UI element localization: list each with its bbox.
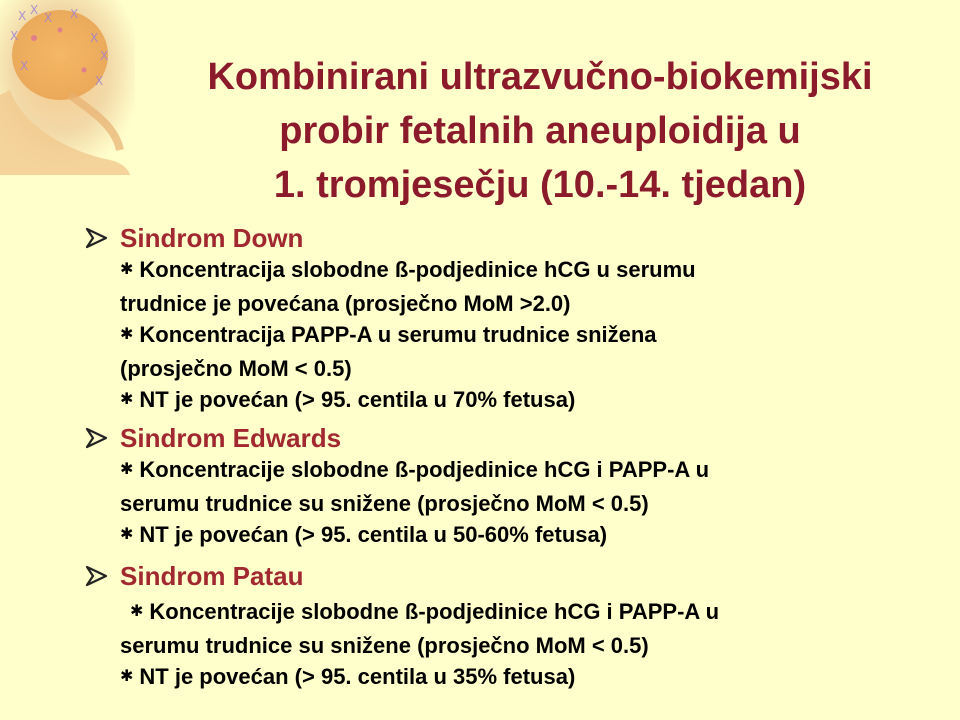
asterisk-bullet-icon: ✱: [130, 603, 144, 620]
list-item-text: NT je povećan (> 95. centila u 50-60% fetusa): [139, 522, 608, 547]
section-heading-row: [84, 560, 944, 592]
asterisk-bullet-icon: ✱: [120, 261, 134, 278]
list-item-continuation: serumu trudnice su snižene (prosječno MoM < 0.5): [120, 491, 649, 516]
arrow-bullet-icon: [84, 426, 110, 450]
asterisk-bullet-icon: ✱: [120, 668, 134, 685]
slide-title: [140, 50, 940, 212]
asterisk-bullet-icon: ✱: [120, 461, 134, 478]
list-item: [120, 661, 944, 695]
fetus-illustration-icon: [0, 0, 135, 175]
arrow-bullet-icon: [84, 226, 110, 250]
bullet-list: [120, 254, 944, 418]
title-line-3: 1. tromjesečju (10.-14. tjedan): [273, 164, 807, 206]
list-item: [120, 454, 944, 488]
section-heading-row: [84, 422, 944, 454]
list-item-continuation: serumu trudnice su snižene (prosječno MoM < 0.5): [120, 633, 649, 658]
asterisk-bullet-icon: ✱: [120, 526, 134, 543]
list-item: [120, 519, 944, 553]
title-line-1: Kombinirani ultrazvučno-biokemijski: [207, 56, 873, 98]
section-heading: Sindrom Down: [120, 223, 304, 253]
list-item-continuation: (prosječno MoM < 0.5): [120, 356, 352, 381]
svg-text:X: X: [18, 9, 27, 23]
list-item-text: Koncentracija PAPP-A u serumu trudnice snižena: [139, 322, 657, 347]
list-item: [120, 384, 944, 418]
section-heading: Sindrom Edwards: [120, 423, 342, 453]
svg-text:X: X: [10, 29, 19, 43]
title-line-2: probir fetalnih aneuploidija u: [279, 110, 801, 152]
section-heading-row: [84, 222, 944, 254]
svg-text:X: X: [70, 7, 79, 21]
asterisk-bullet-icon: ✱: [120, 326, 134, 343]
list-item-continuation: trudnice je povećana (prosječno MoM >2.0): [120, 291, 571, 316]
svg-text:X: X: [44, 11, 53, 25]
section-heading: Sindrom Patau: [120, 561, 304, 591]
section-sindrom-edwards: [84, 422, 944, 553]
list-item-text: Koncentracija slobodne ß-podjedinice hCG u serumu: [139, 257, 696, 282]
list-item-text: Koncentracije slobodne ß-podjedinice hCG i PAPP-A u: [149, 599, 720, 624]
list-item: [120, 319, 944, 353]
asterisk-bullet-icon: ✱: [120, 391, 134, 408]
list-item-text: Koncentracije slobodne ß-podjedinice hCG i PAPP-A u: [139, 457, 710, 482]
arrow-bullet-icon: [84, 564, 110, 588]
section-sindrom-down: [84, 222, 944, 418]
list-item: [120, 596, 944, 630]
section-sindrom-patau: [84, 560, 944, 695]
svg-text:X: X: [95, 74, 104, 88]
list-item: [120, 254, 944, 288]
list-item-text: NT je povećan (> 95. centila u 70% fetusa): [139, 387, 576, 412]
bullet-list: [120, 596, 944, 695]
svg-text:X: X: [100, 49, 109, 63]
svg-text:X: X: [30, 3, 39, 17]
svg-text:X: X: [20, 59, 29, 73]
svg-text:X: X: [90, 31, 99, 45]
bullet-list: [120, 454, 944, 553]
list-item-text: NT je povećan (> 95. centila u 35% fetusa): [139, 664, 576, 689]
